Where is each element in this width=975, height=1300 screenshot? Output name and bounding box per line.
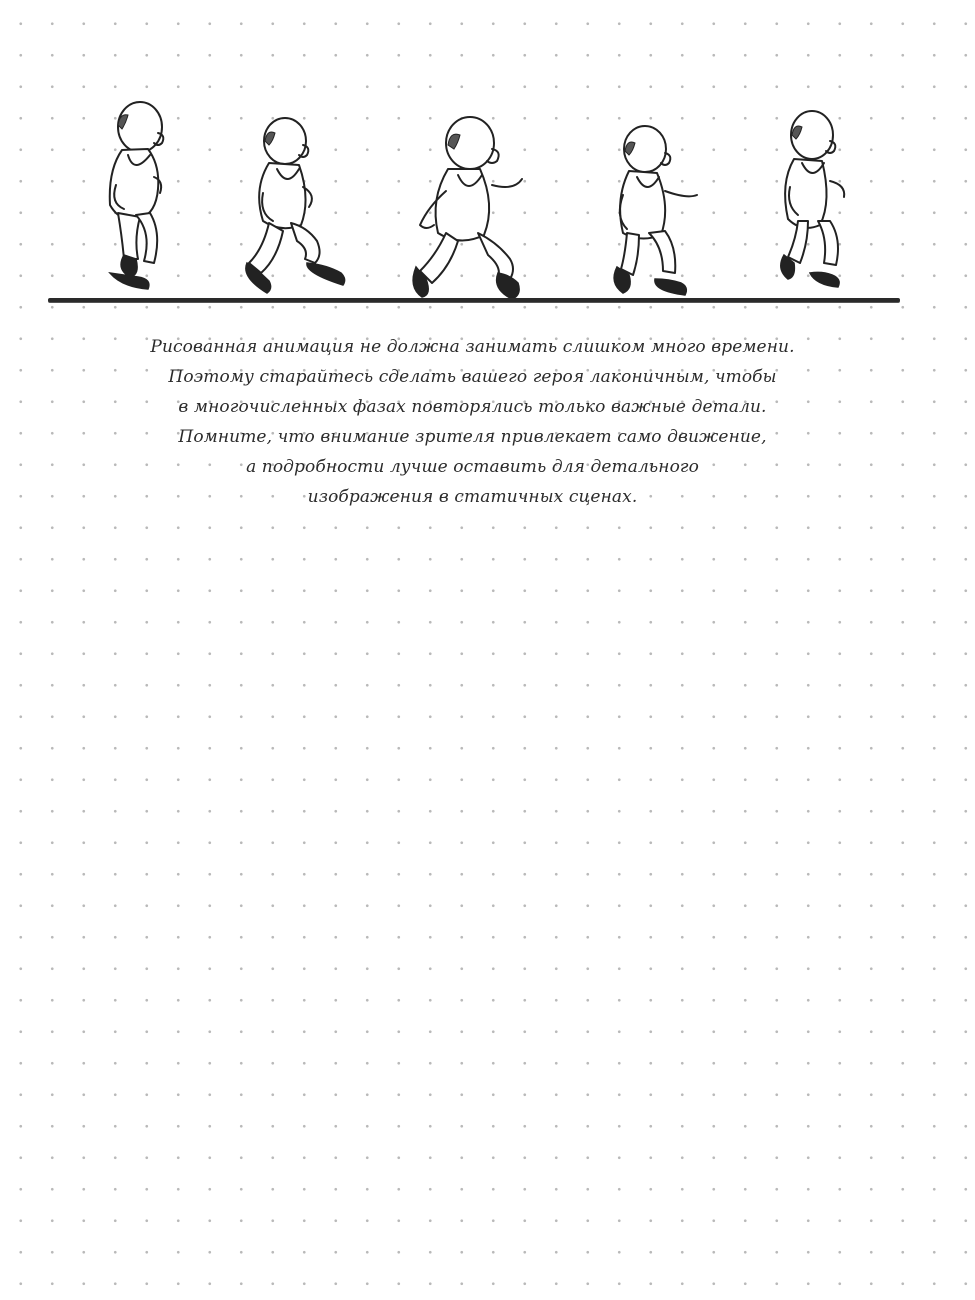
walk-cycle-frames	[0, 95, 975, 320]
caption-text	[110, 332, 835, 512]
ground-line	[48, 298, 900, 302]
caption-line: Поэтому старайтесь сделать вашего героя лаконичным, чтобы	[168, 367, 777, 387]
caption-line: изображения в статичных сценах.	[307, 487, 638, 507]
walk-frame-5	[781, 111, 844, 287]
caption-line: в многочисленных фазах повторялись только важные детали.	[178, 397, 767, 417]
caption-line: Рисованная анимация не должна занимать слишком много времени.	[150, 337, 795, 357]
walk-frame-4	[614, 126, 697, 295]
walk-frame-2	[246, 118, 345, 293]
walk-frame-1	[110, 102, 164, 289]
walk-cycle-illustration	[0, 95, 975, 320]
walk-frame-3	[413, 117, 522, 299]
caption-line: Помните, что внимание зрителя привлекает само движение,	[178, 427, 767, 447]
caption-line: а подробности лучше оставить для детального	[246, 457, 699, 477]
